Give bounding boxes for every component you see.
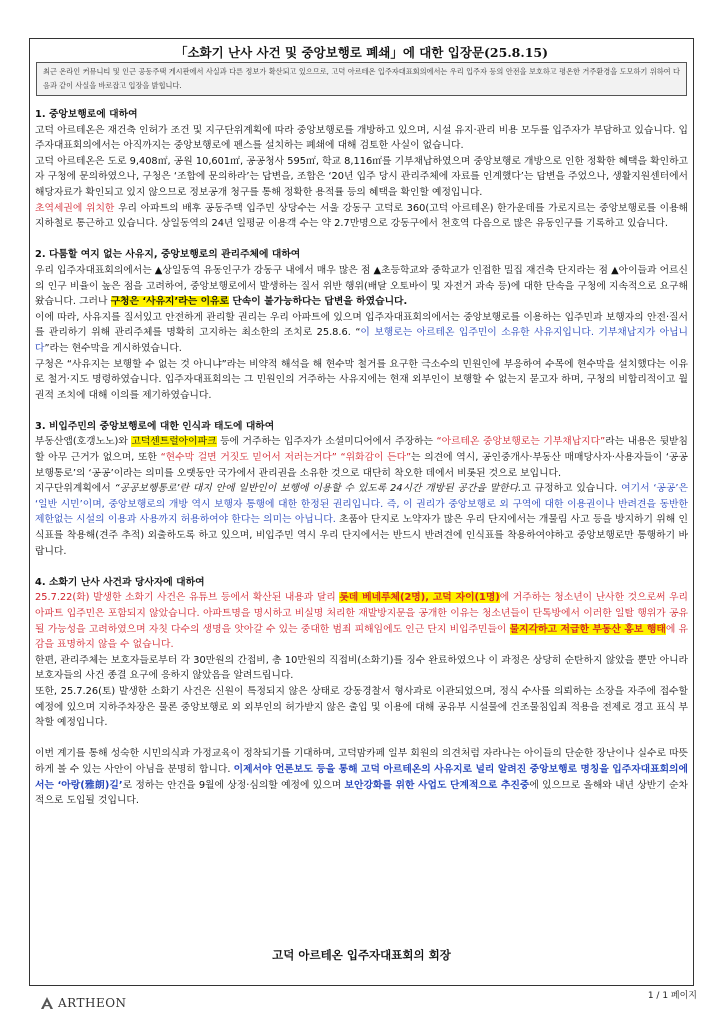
section-3-paragraph-2 (35, 481, 688, 559)
document-title: 「소화기 난사 사건 및 중앙보행로 폐쇄」에 대한 입장문(25.8.15) (174, 45, 549, 60)
red-text: “현수막 걸면 거짓도 믿어서 저러는거다” “위화감이 든다” (160, 452, 412, 464)
body-text: 등에 거주하는 입주자가 소셜미디어에서 주장하는 (216, 436, 437, 448)
section-2-heading: 2. 다툼할 여지 없는 사유지, 중앙보행로의 관리주체에 대하여 (35, 249, 301, 261)
highlighted-red-text: 물지각하고 저급한 부동산 홍보 행태 (509, 623, 666, 635)
section-2-paragraph-3: 구청은 “사유지는 보행할 수 없는 것 아니냐”라는 비약적 해석을 해 현수막 철거를 요구한 극소수의 민원인에 부응하여 수목에 현수막을 설치했다는 이유로 철거·지도 명령하였습니다. 입주자대표회의는 그 민원인의 거주하는 사유지에는 현재 외부인이 보행할 수 없는지 묻고자 하며, 구청의 비합리적이고 월권적 조치에 대해 이의를 제기하였습니다. (35, 358, 688, 401)
section-1-paragraph-2: 고덕 아르테온은 도로 9,408㎡, 공원 10,601㎡, 공공청사 595㎡, 학교 8,116㎡를 기부채납하였으며 중앙보행로 개방으로 인한 정확한 혜택을 확인하고자 구청에 문의하였으나, 구청은 ‘조합에 문의하라’는 답변을, 조합은 ‘20년 입주 당시 관리주체에 자료를 인계했다’는 답변을 주었으나, 생활지원센터에서 해당자료가 확인되고 있지 않으므로 정보공개 청구를 통해 정확한 용적률 등의 혜택을 확인할 예정입니다. (35, 155, 688, 198)
red-text: 초역세권에 위치한 (35, 202, 115, 214)
section-1-heading: 1. 중앙보행로에 대하여 (35, 109, 138, 120)
section-3-heading: 3. 비입주민의 중앙보행로에 대한 인식과 태도에 대하여 (35, 420, 275, 432)
body-text: 는 의견에 역시, 공인중개사·부동산 매매당사자·사용자들이 ‘공공보행통로’의 ‘공공’이라는 의미를 오랫동안 국가에서 관리권을 소유한 것으로 대단히 착오한 데에서 비롯된 것으로 보입니다. (35, 452, 688, 479)
blue-bold-text: 이제서야 언론보도 등을 통해 고덕 아르테온의 사유지로 널리 알려진 중앙보행로 명칭을 입주자대표회의에서는 ‘아랑(雅朗)길’ (35, 763, 688, 791)
section-4-paragraph-1 (35, 590, 688, 652)
artheon-logo-icon (40, 996, 54, 1010)
body-text: 부동산앱(호갱노노)와 (35, 436, 132, 448)
body-text: 라는 내용은 뒷받침 할 아무 근거가 없으며, 또한 (35, 436, 688, 464)
document-page (29, 38, 694, 986)
page-number: 1 / 1 페이지 (647, 991, 697, 1001)
signature-line: 고덕 아르테온 입주자대표회의 회장 (272, 948, 451, 962)
section-3-paragraph-1 (35, 434, 688, 481)
section-1-paragraph-1: 고덕 아르테온은 재건축 인허가 조건 및 지구단위계획에 따라 중앙보행로를 개방하고 있으며, 시설 유지·관리 비용 모두를 입주자가 부담하고 있습니다. 입주자대표회의에서는 아직까지는 중앙보행로에 펜스를 설치하는 폐쇄에 대해 검토한 사실이 없습니다. (35, 124, 688, 152)
body-text: 초품아 단지로 노약자가 많은 우리 단지에서는 개물림 사고 등을 방지하기 위해 인식표를 착용해(견주 추적) 외출하도록 하고 있으며, 비입주민 역시 우리 단지에서는 반드시 반려견에 인식표를 착용하여야하고 중앙보행로만 통행하기 바랍니다. (35, 514, 688, 557)
blue-text: 이 보행로는 아르테온 입주민이 소유한 사유지입니다. 기부채납지가 아닙니다 (35, 327, 688, 354)
red-text: 에 거주하는 청소년이 난사한 것으로써 우리 아파트 입주민은 포함되지 않았습니다. (35, 592, 689, 619)
section-4-paragraph-3: 또한, 25.7.26(토) 발생한 소화기 사건은 신원이 특정되지 않은 상태로 강동경찰서 형사과로 이관되었으며, 정식 수사를 의뢰하는 소장을 자주에 접수할 예정에 있으며 지하주차장은 물론 중앙보행로 외 외부인의 허가받지 않은 출입 및 이용에 대해 공유부 시설물에 건조물침입죄 적용을 전제로 경고 표식 부착할 예정입니다. (35, 685, 688, 729)
page-footer (40, 988, 697, 1016)
body-text: 우리 아파트의 배후 공동주택 입주민 상당수는 서울 강동구 고덕로 360(고덕 아르테온) 한가운데를 가로지르는 중앙보행로를 이용해 지하철로 통근하고 있습니다. 상일동역의 24년 일평균 이용객 수는 약 2.7만명으로 강동구에서 천호역 다음으로 많은 유동인구를 기록하고 있습니다. (35, 202, 688, 230)
highlighted-text: 구청은 ‘사유지’라는 이유로 (110, 296, 229, 308)
red-text: 에 유감을 표명하지 않을 수 없습니다. (35, 623, 688, 651)
body-text: ”라는 현수막을 게시하였습니다. (44, 342, 182, 354)
body-text: 우리 입주자대표회의에서는 ▲상일동역 유동인구가 강동구 내에서 매우 많은 점 ▲초등학교와 중학교가 인접한 밀집 재건축 단지라는 점 ▲아이들과 어르신의 인구 비율이 높은 점을 고려하여, 중앙보행로에서 발생하는 질서 위반 행위(배달 오토바이 및 자전거 과속 등)에 대한 단속을 구청에 지속적으로 요구해 왔습니다. 그러나 (35, 264, 688, 308)
bold-text: 단속이 불가능하다는 답변을 하였습니다. (228, 296, 408, 308)
section-2-paragraph-2 (35, 310, 688, 357)
highlighted-text: 고덕센트럴아이파크 (131, 436, 217, 448)
body-text: 이에 따라, 사유지를 질서있고 안전하게 관리할 권리는 우리 아파트에 있으며 입주자대표회의에서는 중앙보행로를 이용하는 입주민과 보행자의 안전·질서를 관리하기 위해 관리주체를 명확히 고지하는 최소한의 조치로 25.8.6. “ (35, 311, 688, 339)
red-text: 자칫 다수의 생명을 앗아갈 수 있는 중대한 범죄 피해임에도 인근 단지 비입주민들이 (148, 623, 510, 635)
body-text: 이번 계기를 통해 성숙한 시민의식과 가정교육이 정착되기를 기대하며, 고덕맘카페 일부 회원의 의견처럼 자라나는 아이들의 단순한 장난이나 실수로 따뜻하게 볼 수 있는 사안이 아님을 분명히 합니다. (35, 748, 688, 775)
section-4-paragraph-2: 한편, 관리주체는 보호자들로부터 각 30만원의 간접비, 총 10만원의 직접비(소화기)를 징수 완료하였으나 이 과정은 상당히 순탄하지 않았을 뿐만 아니라 보호자들의 사건 종결 요구에 응하지 않았음을 알려드립니다. (35, 654, 688, 682)
red-text: 아파트명을 명시하고 비실명 처리한 재발방지문을 공개한 이유는 청소년들이 단톡방에서 이러한 일탈 행위가 공유될 가능성을 고려하였으며 (35, 608, 689, 635)
notice-box: 최근 온라인 커뮤니티 및 인근 공동주택 게시판에서 사실과 다른 정보가 확산되고 있으므로, 고덕 아르테온 입주자대표회의에서는 우리 입주자 등의 안전을 보호하고 평온한 거주환경을 도모하기 위하여 다음과 같이 사실을 바로잡고 입장을 밝힙니다. (36, 62, 687, 96)
red-text: “아르테온 중앙보행로는 기부채납지다” (436, 436, 606, 448)
blue-bold-text: 보안강화를 위한 사업도 단계적으로 추진중 (344, 779, 530, 791)
logo-text: ARTHEON (58, 996, 127, 1010)
section-1-paragraph-3 (35, 201, 688, 232)
document-body (35, 107, 688, 809)
highlighted-red-text: 롯데 베네루체(2명), 고덕 자이(1명) (339, 592, 500, 604)
artheon-logo (40, 996, 127, 1010)
body-text: 고 규정하고 있습니다. (521, 483, 622, 495)
section-2-paragraph-1 (35, 263, 688, 310)
body-text: 에 있으므로 올해와 내년 상반기 순차적으로 도입될 것입니다. (35, 779, 688, 807)
italic-text: “공공보행통로’란 대지 안에 일반인이 보행에 이용할 수 있도록 24시간 개방된 공간을 말한다. (114, 483, 522, 495)
blue-text: 여기서 ‘공공’은 ‘일반 시민’이며, 중앙보행로의 개방 역시 보행자 통행에 대한 한정된 권리입니다. 즉, 이 권리가 중앙보행로 외 구역에 대한 이용권이나 반려견을 동반한 제한없는 시설의 이용과 사용까지 허용하여야 한다는 의미는 아닙니다. (35, 483, 688, 526)
body-text: 로 정하는 안건을 9월에 상정·심의할 예정에 있으며 (122, 779, 345, 791)
red-text: 25.7.22(화) 발생한 소화기 사건은 유튜브 등에서 확산된 내용과 달리 (35, 592, 340, 604)
section-4-heading: 4. 소화기 난사 사건과 당사자에 대하여 (35, 576, 205, 588)
closing-paragraph (35, 746, 688, 808)
body-text: 지구단위계획에서 (35, 483, 115, 495)
